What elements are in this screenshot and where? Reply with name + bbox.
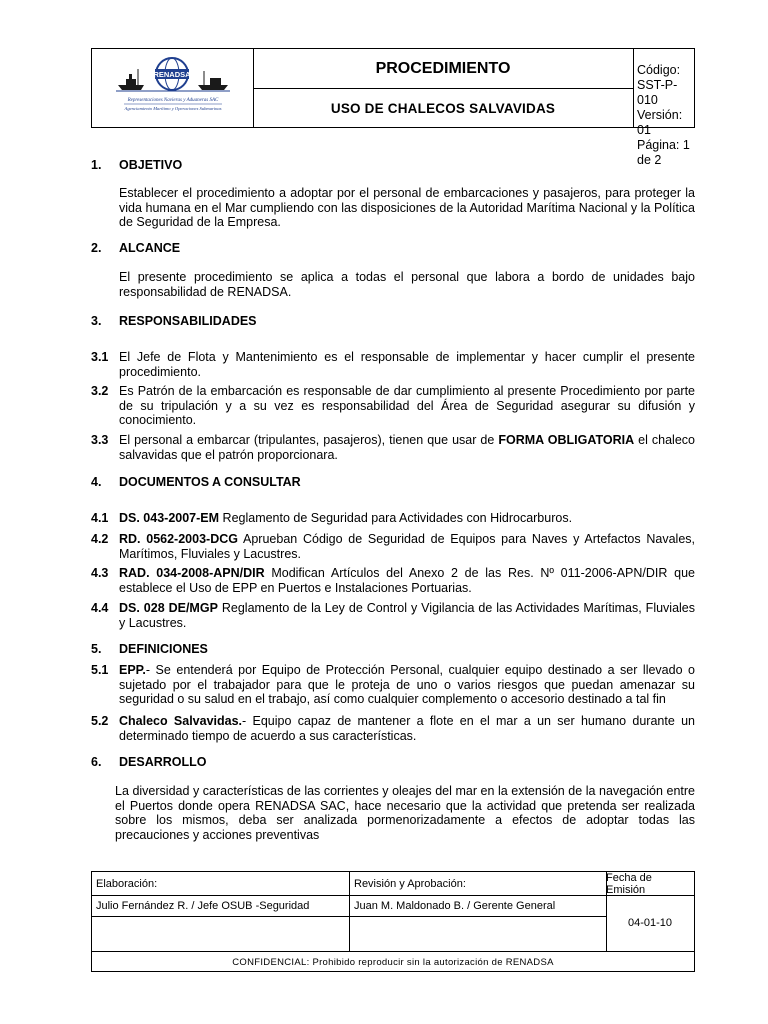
elaboracion-label: Elaboración: <box>96 877 158 890</box>
logo-cell <box>92 49 254 127</box>
objetivo-paragraph: Establecer el procedimiento a adoptar por el personal de embarcaciones y pasajeros, para proteger la vida humana en el Mar cumpliendo con las disposiciones de la Autoridad Marítima Nacional y la Política de Seguridad de la Empresa. <box>119 186 695 229</box>
desarrollo-paragraph: La diversidad y características de las corrientes y oleajes del mar en la extensión de la navegación entre el Puertos donde opera RENADSA SAC, hace necesario que la actividad que pretenda ser realizada sobre los mismos, deba ser analizada pormenorizadamente a efectos de adoptar todas las precauciones y acciones preventivas <box>115 784 695 842</box>
logo-tagline-1: Representaciones Navieras y Aduaneras SAC <box>127 98 219 103</box>
document-code: Código: SST-P-010 <box>637 63 681 107</box>
renadsa-logo <box>114 55 232 121</box>
revision-name: Juan M. Maldonado B. / Gerente General <box>354 899 556 912</box>
revision-label: Revisión y Aprobación: <box>354 877 466 890</box>
logo-tagline-2: Agenciamiento Marítimo y Operaciones Submarinas <box>124 106 222 111</box>
document-type: PROCEDIMIENTO <box>253 49 633 89</box>
document-header <box>91 48 695 167</box>
approval-table <box>91 871 695 972</box>
fecha-label: Fecha de Emisión <box>606 871 652 896</box>
confidential-notice: CONFIDENCIAL: Prohibido reproducir sin la autorización de RENADSA <box>232 956 554 968</box>
document-meta <box>637 63 694 168</box>
document-page: Página: 1 de 2 <box>637 138 690 167</box>
alcance-paragraph: El presente procedimiento se aplica a todas el personal que labora a bordo de unidades bajo responsabilidad de RENADSA. <box>119 270 695 299</box>
logo-wordmark: RENADSA <box>153 70 191 79</box>
document-version: Versión: 01 <box>637 108 683 137</box>
fecha-value: 04-01-10 <box>627 917 673 929</box>
header-title-block <box>253 49 634 127</box>
elaboracion-name: Julio Fernández R. / Jefe OSUB -Seguridad <box>96 899 310 912</box>
document-title: USO DE CHALECOS SALVAVIDAS <box>330 100 556 116</box>
